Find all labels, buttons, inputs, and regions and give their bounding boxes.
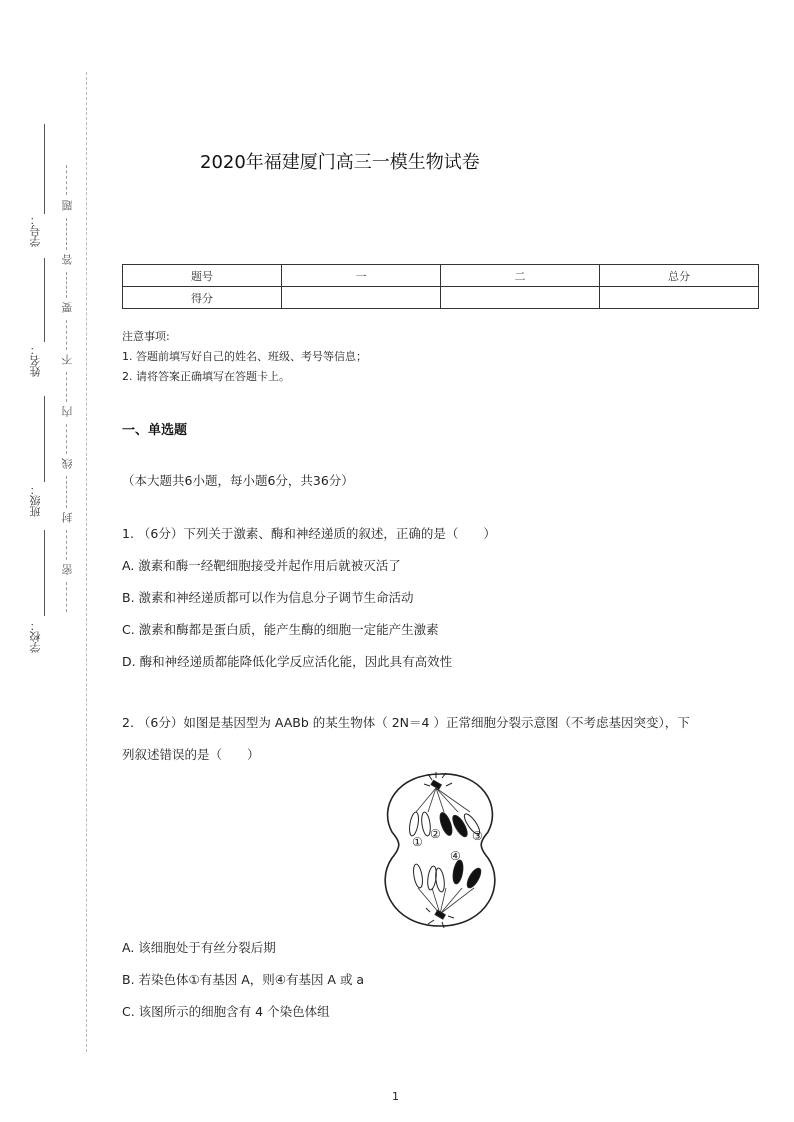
label-2: ② [430,827,441,841]
table-row-label: 得分 [123,287,282,309]
seal-char: 密 [61,564,74,575]
class-label: 班级： [29,484,42,517]
seal-char: 线 [61,458,74,469]
seal-dots [66,165,67,195]
question-stem: 2. （6分）如图是基因型为 AABb 的某生物体（ 2N＝4 ）正常细胞分裂示意图（不考虑基因突变），下 [122,715,690,730]
option-b: B. 激素和神经递质都可以作为信息分子调节生命活动 [122,590,414,605]
seal-dots [66,320,67,350]
label-4: ④ [450,849,461,863]
option-c: C. 该图所示的细胞含有 4 个染色体组 [122,1004,330,1019]
school-line [44,530,45,616]
section-title: 一、单选题 [122,423,188,438]
seal-dots [66,372,67,402]
section-description: （本大题共6小题，每小题6分，共36分） [122,473,354,488]
option-d: D. 酶和神经递质都能降低化学反应活化能，因此具有高效性 [122,654,453,669]
bottom-spindle-fibers [418,888,474,914]
score-cell[interactable] [600,287,759,309]
cell-membrane [385,774,495,926]
seal-char: 答 [61,254,74,265]
table-header-cell: 总分 [600,265,759,287]
question-stem-continued: 列叙述错误的是（ ） [122,747,260,762]
score-cell[interactable] [282,287,441,309]
table-row [123,287,759,309]
seal-char: 要 [61,302,74,313]
notes-heading: 注意事项: [122,330,170,343]
table-header-cell: 二 [441,265,600,287]
option-c: C. 激素和酶都是蛋白质，能产生酶的细胞一定能产生激素 [122,622,439,637]
table-row [123,265,759,287]
option-a: A. 激素和酶一经靶细胞接受并起作用后就被灭活了 [122,558,401,573]
seal-char: 内 [61,406,74,417]
question-stem: 1. （6分）下列关于激素、酶和神经递质的叙述，正确的是（ ） [122,526,496,541]
seal-dots [66,272,67,298]
seal-dots [66,582,67,612]
page-number: 1 [392,1090,399,1103]
seal-char: 题 [61,200,74,211]
student-id-line [44,124,45,214]
notes-item: 2. 请将答案正确填写在答题卡上。 [122,370,290,383]
name-line [44,258,45,342]
seal-char: 不 [61,354,74,365]
seal-dots [66,476,67,508]
option-b: B. 若染色体①有基因 A，则④有基因 A 或 a [122,972,365,987]
binding-dotted-line [86,72,87,1052]
exam-title: 2020年福建厦门高三一模生物试卷 [200,152,480,173]
score-cell[interactable] [441,287,600,309]
label-3: ③ [472,829,483,843]
option-a: A. 该细胞处于有丝分裂后期 [122,940,276,955]
notes-item: 1. 答题前填写好自己的姓名、班级、考号等信息； [122,350,367,363]
student-id-label: 学号： [29,214,42,247]
cell-division-figure [370,766,510,934]
bottom-chromosomes [412,859,483,892]
class-line [44,396,45,482]
score-table [122,264,759,309]
name-label: 姓名： [29,344,42,377]
label-1: ① [412,835,423,849]
school-label: 学校： [29,620,42,653]
seal-char: 封 [61,512,74,523]
seal-dots [66,218,67,250]
top-spindle-fibers [416,788,470,812]
seal-dots [66,530,67,560]
table-header-cell: 题号 [123,265,282,287]
seal-dots [66,424,67,454]
table-header-cell: 一 [282,265,441,287]
